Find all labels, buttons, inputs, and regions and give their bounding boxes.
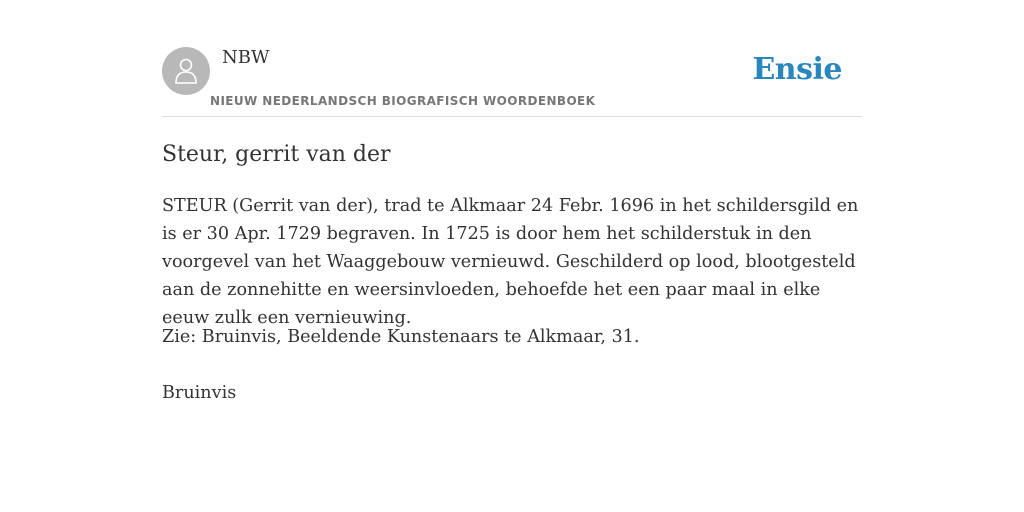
source-full-name: NIEUW NEDERLANDSCH BIOGRAFISCH WOORDENBOEK: [210, 94, 596, 108]
article-author: Bruinvis: [162, 383, 237, 403]
source-avatar[interactable]: [162, 47, 210, 95]
article-reference: Zie: Bruinvis, Beeldende Kunstenaars te Alkmaar, 31.: [162, 327, 640, 347]
source-abbreviation[interactable]: NBW: [222, 47, 270, 68]
article-title: Steur, gerrit van der: [162, 142, 391, 167]
source-header: [162, 46, 862, 117]
article-body: STEUR (Gerrit van der), trad te Alkmaar 24 Febr. 1696 in het schildersgild en is er 30 Apr. 1729 begraven. In 1725 is door hem het schilderstuk in den voorgevel van het Waaggebouw vernieuwd. Geschilderd op lood, blootgesteld aan de zonnehitte en weersinvloeden, behoefde het een paar maal in elke eeuw zulk een vernieuwing.: [162, 196, 859, 328]
ensie-logo[interactable]: Ensie: [752, 52, 842, 87]
